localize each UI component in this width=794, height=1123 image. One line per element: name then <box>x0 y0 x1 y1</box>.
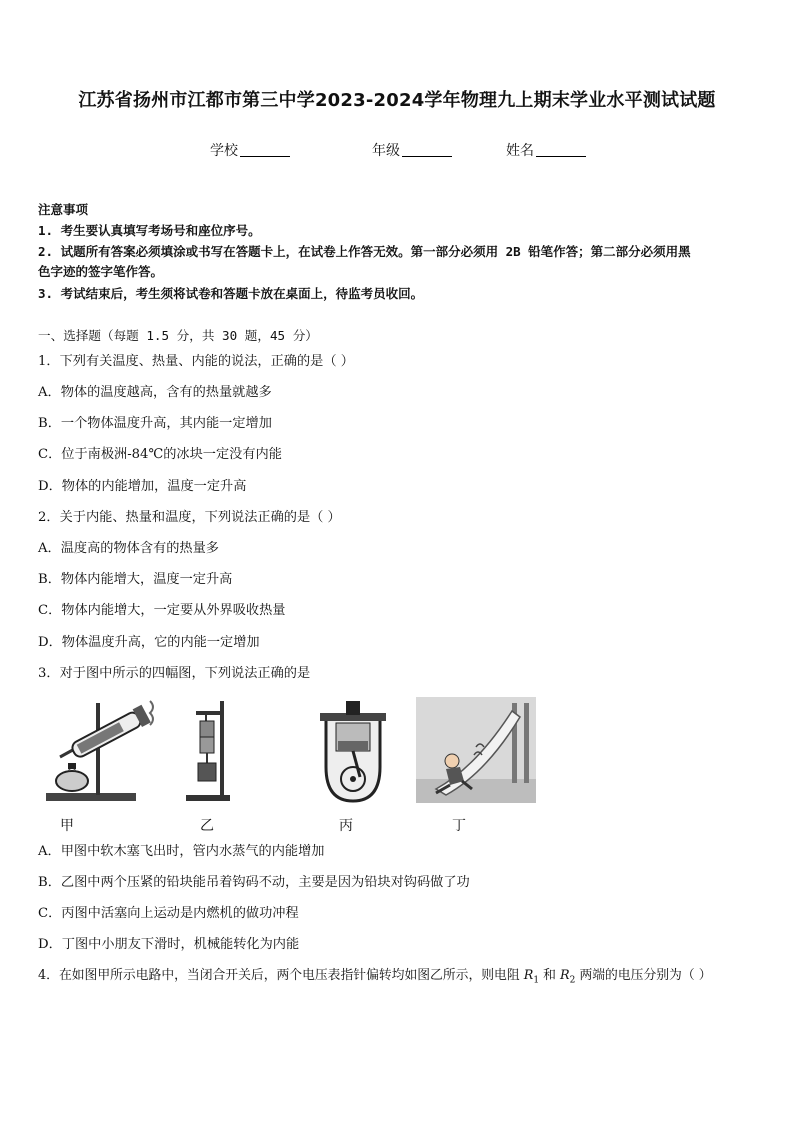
figure-ding-slide <box>416 697 536 803</box>
name-blank[interactable] <box>536 142 586 157</box>
notice-item: 2. 试题所有答案必须填涂或书写在答题卡上，在试卷上作答无效。第一部分必须用 2B 铅笔作答；第二部分必须用黑 <box>38 244 691 259</box>
question-option: D．物体的内能增加，温度一定升高 <box>38 479 247 494</box>
question-option: D．物体温度升高，它的内能一定增加 <box>38 635 260 650</box>
question-stem <box>38 967 712 990</box>
school-field[interactable] <box>210 140 290 160</box>
figure-jia-steam-tube <box>42 697 162 805</box>
name-label: 姓名 <box>506 143 534 159</box>
question-option: B．物体内能增大，温度一定升高 <box>38 572 233 587</box>
question-stem: 1．下列有关温度、热量、内能的说法，正确的是（ ） <box>38 354 354 369</box>
r1-symbol: R <box>523 968 534 983</box>
question-option: A．物体的温度越高，含有的热量就越多 <box>38 385 272 400</box>
question-option: C．位于南极洲-84℃的冰块一定没有内能 <box>38 447 282 462</box>
figure-label-yi: 乙 <box>200 818 214 834</box>
notice-item: 1. 考生要认真填写考场号和座位序号。 <box>38 223 261 238</box>
section-heading: 一、选择题（每题 1.5 分，共 30 题，45 分） <box>38 328 318 343</box>
question-option: B．一个物体温度升高，其内能一定增加 <box>38 416 272 431</box>
figure-bing-engine <box>316 697 390 805</box>
notice-item: 色字迹的签字笔作答。 <box>38 264 164 279</box>
figure-yi-lead-blocks <box>182 697 242 805</box>
q4-suffix: 两端的电压分别为（ ） <box>575 968 712 983</box>
r1-subscript: 1 <box>533 975 540 986</box>
name-field[interactable] <box>506 140 586 160</box>
notice-heading: 注意事项 <box>38 202 89 217</box>
figure-label-bing: 丙 <box>339 818 353 834</box>
notice-item: 3. 考试结束后，考生须将试卷和答题卡放在桌面上，待监考员收回。 <box>38 286 424 301</box>
school-label: 学校 <box>210 143 238 159</box>
question-option: A．温度高的物体含有的热量多 <box>38 541 219 556</box>
q4-prefix: 4．在如图甲所示电路中，当闭合开关后，两个电压表指针偏转均如图乙所示，则电阻 <box>38 968 524 983</box>
figure-label-ding: 丁 <box>452 818 466 834</box>
r2-symbol: R <box>560 968 570 983</box>
question-option: B．乙图中两个压紧的铅块能吊着钩码不动，主要是因为铅块对钩码做了功 <box>38 875 470 890</box>
grade-blank[interactable] <box>402 142 452 157</box>
q4-mid: 和 <box>539 968 561 983</box>
question-option: A．甲图中软木塞飞出时，管内水蒸气的内能增加 <box>38 844 325 859</box>
question-stem: 2．关于内能、热量和温度，下列说法正确的是（ ） <box>38 510 341 525</box>
question-stem: 3．对于图中所示的四幅图，下列说法正确的是 <box>38 666 311 681</box>
question-option: C．物体内能增大，一定要从外界吸收热量 <box>38 603 286 618</box>
question-option: C．丙图中活塞向上运动是内燃机的做功冲程 <box>38 906 299 921</box>
page-title: 江苏省扬州市江都市第三中学2023-2024学年物理九上期末学业水平测试试题 <box>78 90 716 111</box>
grade-field[interactable] <box>372 140 452 160</box>
school-blank[interactable] <box>240 142 290 157</box>
r2-subscript: 2 <box>569 975 576 986</box>
question-option: D．丁图中小朋友下滑时，机械能转化为内能 <box>38 937 300 952</box>
grade-label: 年级 <box>372 143 400 159</box>
figure-label-jia: 甲 <box>60 818 74 834</box>
